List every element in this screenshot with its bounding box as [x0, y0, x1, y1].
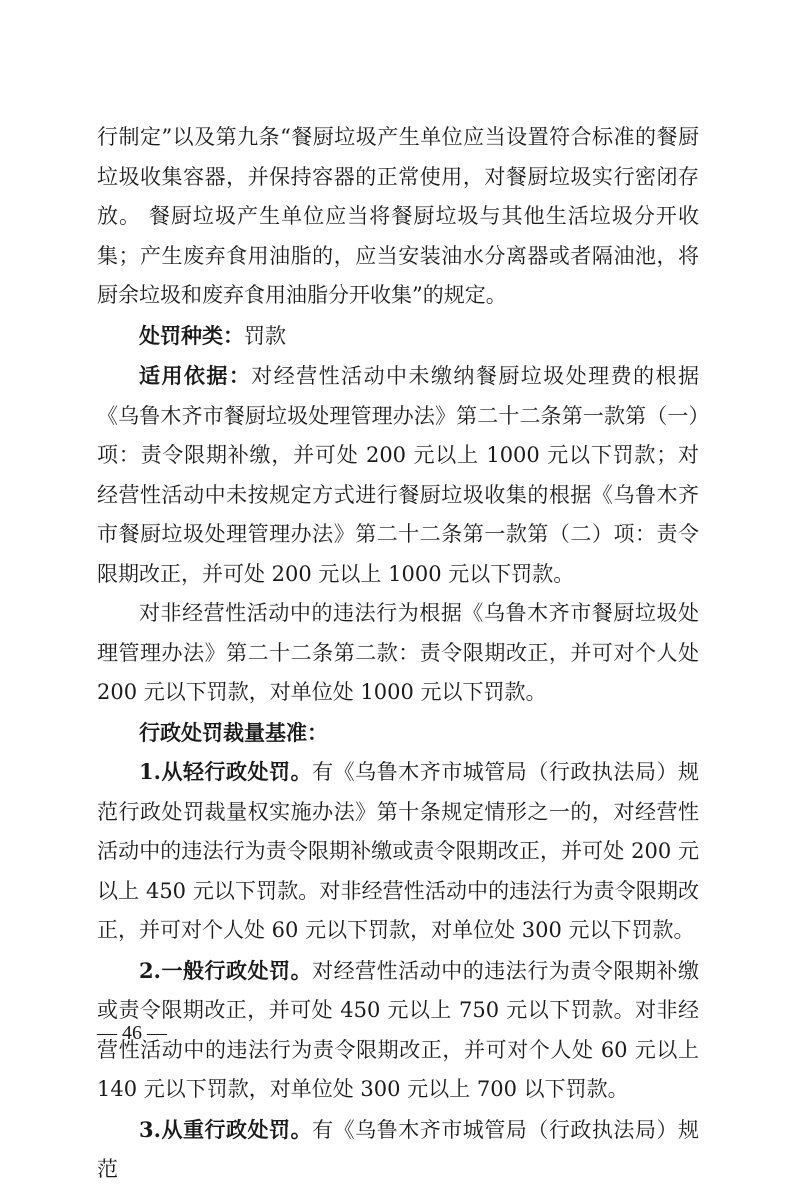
document-body [97, 118, 699, 1190]
paragraph-general [97, 951, 699, 1110]
general-label: 2.一般行政处罚。 [139, 957, 313, 983]
penalty-type-label: 处罚种类： [139, 322, 244, 348]
penalty-type-text: 罚款 [244, 323, 286, 348]
severe-label: 3.从重行政处罚。 [139, 1116, 313, 1142]
paragraph-non-commercial: 对非经营性活动中的违法行为根据《乌鲁木齐市餐厨垃圾处理管理办法》第二十二条第二款：责令限期改正，并可对个人处 200 元以下罚款，对单位处 1000 元以下罚款。 [97, 601, 699, 704]
legal-basis-text: 对经营性活动中未缴纳餐厨垃圾处理费的根据《乌鲁木齐市餐厨垃圾处理管理办法》第二十二条第一款第（一）项：责令限期补缴，并可处 200 元以上 1000 元以下罚款；对经营性活动中未按规定方式进行餐厨垃圾收集的根据《乌鲁木齐市餐厨垃圾处理管理办法》第二十二条第一款第（二）项：责令限期改正，并可处 200 元以上 1000 元以下罚款。 [97, 364, 700, 586]
paragraph-continued: 行制定”以及第九条“餐厨垃圾产生单位应当设置符合标准的餐厨垃圾收集容器，并保持容器的正常使用，对餐厨垃圾实行密闭存放。 餐厨垃圾产生单位应当将餐厨垃圾与其他生活垃圾分开收集；产生废弃食用油脂的，应当安装油水分离器或者隔油池，将厨余垃圾和废弃食用油脂分开收集”的规定。 [97, 125, 699, 307]
page-number: — 46 — [97, 1022, 167, 1044]
legal-basis-label: 适用依据： [139, 363, 252, 388]
paragraph-lenient [97, 752, 699, 951]
paragraph-penalty-type [97, 316, 699, 357]
discretion-heading: 行政处罚裁量基准： [139, 719, 328, 745]
lenient-label: 1.从轻行政处罚。 [139, 759, 313, 784]
general-text: 对经营性活动中的违法行为责令限期补缴或责令限期改正，并可处 450 元以上 750 元以下罚款。对非经营性活动中的违法行为责令限期改正，并可对个人处 60 元以上 140 元以下罚款，对单位处 300 元以上 700 以下罚款。 [97, 958, 699, 1101]
severe-text: 有《乌鲁木齐市城管局（行政执法局）规范 [97, 1117, 699, 1181]
paragraph-legal-basis [97, 356, 699, 594]
lenient-text: 有《乌鲁木齐市城管局（行政执法局）规范行政处罚裁量权实施办法》第十条规定情形之一的，对经营性活动中的违法行为责令限期补缴或责令限期改正，并可处 200 元以上 450 元以下罚款。对非经营性活动中的违法行为责令限期改正，并可对个人处 60 元以下罚款，对单位处 300 元以下罚款。 [97, 760, 699, 942]
